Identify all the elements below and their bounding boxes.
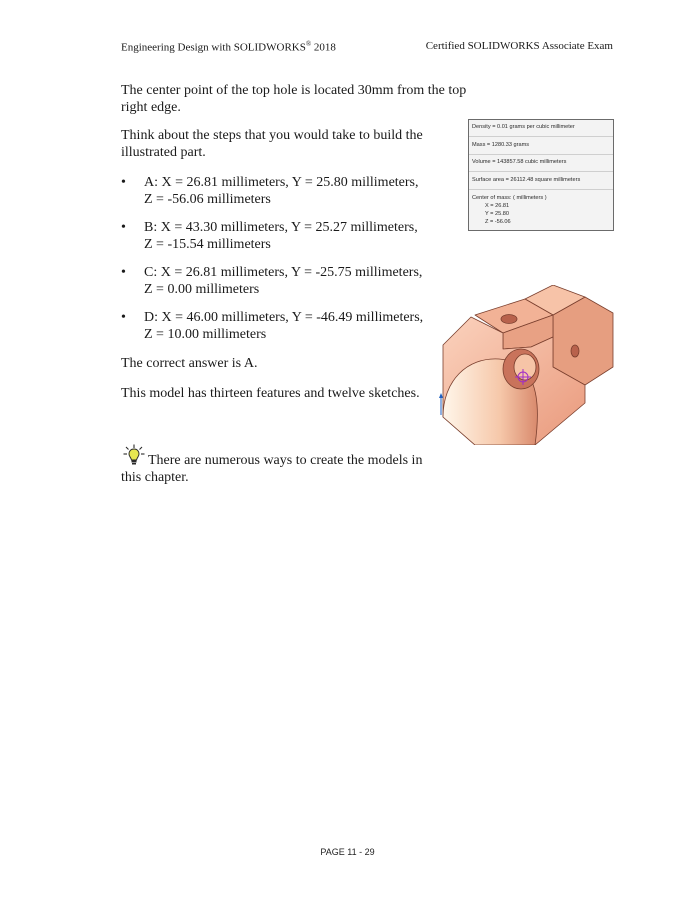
panel-divider (469, 189, 613, 190)
center-of-mass-label: Center of mass: ( millimeters ) (472, 195, 547, 201)
panel-divider (469, 136, 613, 137)
volume-value: Volume = 143857.58 cubic millimeters (472, 159, 567, 165)
part-model-illustration (435, 285, 615, 445)
features-sentence: This model has thirteen features and twelve sketches. (121, 386, 420, 401)
surface-area-value: Surface area = 26112.48 square millimeters (472, 177, 581, 183)
center-z-value: Z = -56.06 (485, 219, 511, 225)
running-header-left: Engineering Design with SOLIDWORKS® 2018 (121, 40, 336, 54)
option-d: • D: X = 46.00 millimeters, Y = -46.49 millimeters, Z = 10.00 millimeters (121, 310, 424, 342)
steps-paragraph: Think about the steps that you would take to build the illustrated part. (121, 128, 423, 160)
part-side-hole (571, 345, 579, 357)
page-number: PAGE 11 - 29 (320, 847, 375, 857)
panel-divider (469, 154, 613, 155)
hole-location-paragraph: The center point of the top hole is located 30mm from the top right edge. (121, 83, 467, 115)
center-y-value: Y = 25.80 (485, 211, 510, 217)
density-value: Density = 0.01 grams per cubic millimeter (472, 124, 575, 130)
option-a: • A: X = 26.81 millimeters, Y = 25.80 millimeters, Z = -56.06 millimeters (121, 175, 419, 207)
option-b: • B: X = 43.30 millimeters, Y = 25.27 millimeters, Z = -15.54 millimeters (121, 220, 418, 252)
center-x-value: X = 26.81 (485, 203, 510, 209)
part-bore-inner (514, 354, 536, 380)
option-c: • C: X = 26.81 millimeters, Y = -25.75 millimeters, Z = 0.00 millimeters (121, 265, 423, 297)
panel-divider (469, 171, 613, 172)
mass-properties-panel (468, 119, 614, 231)
tip-paragraph: There are numerous ways to create the models in this chapter. (121, 453, 423, 485)
running-header-right: Certified SOLIDWORKS Associate Exam (425, 40, 613, 52)
mass-value: Mass = 1280.33 grams (472, 142, 530, 148)
axis-triad-icon (439, 393, 443, 415)
correct-answer: The correct answer is A. (121, 356, 258, 371)
part-top-hole (501, 315, 517, 324)
